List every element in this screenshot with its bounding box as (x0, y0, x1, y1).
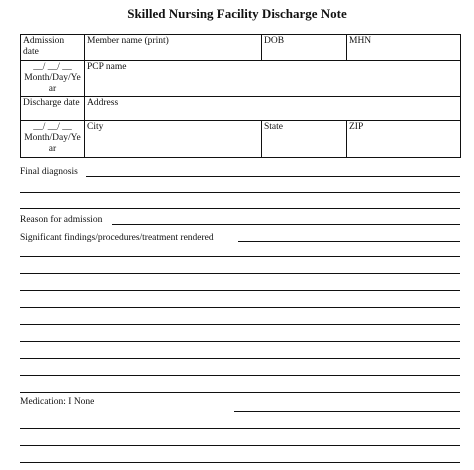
medication-line[interactable] (20, 462, 460, 463)
pcp-name-field[interactable]: PCP name (85, 61, 461, 97)
dob-field[interactable]: DOB (262, 35, 347, 61)
patient-info-table (20, 34, 461, 158)
findings-line[interactable] (20, 290, 460, 291)
discharge-date-label: Discharge date (21, 97, 85, 121)
admission-date-label: Admission date (21, 35, 85, 61)
final-diagnosis-line[interactable] (20, 208, 460, 209)
findings-line[interactable] (20, 375, 460, 376)
final-diagnosis-label: Final diagnosis (20, 167, 78, 177)
zip-field[interactable]: ZIP (347, 121, 461, 158)
city-field[interactable]: City (85, 121, 262, 158)
mhn-field[interactable]: MHN (347, 35, 461, 61)
findings-line[interactable] (20, 392, 460, 393)
medication-label: Medication: I None (20, 397, 95, 407)
significant-findings-label: Significant findings/procedures/treatment rendered (20, 233, 214, 243)
medication-line[interactable] (234, 411, 460, 412)
reason-for-admission-line[interactable] (112, 224, 460, 225)
discharge-date-field[interactable]: __/ __/ __ Month/Day/Ye ar (21, 121, 85, 158)
medication-line[interactable] (20, 445, 460, 446)
reason-for-admission-label: Reason for admission (20, 215, 103, 225)
member-name-field[interactable]: Member name (print) (85, 35, 262, 61)
final-diagnosis-line[interactable] (86, 176, 460, 177)
significant-findings-line[interactable] (238, 241, 460, 242)
medication-line[interactable] (20, 428, 460, 429)
findings-line[interactable] (20, 273, 460, 274)
findings-line[interactable] (20, 307, 460, 308)
final-diagnosis-line[interactable] (20, 192, 460, 193)
findings-line[interactable] (20, 324, 460, 325)
admission-date-field[interactable]: __/ __/ __ Month/Day/Ye ar (21, 61, 85, 97)
address-field[interactable]: Address (85, 97, 461, 121)
page-title: Skilled Nursing Facility Discharge Note (127, 6, 347, 21)
findings-line[interactable] (20, 341, 460, 342)
findings-line[interactable] (20, 256, 460, 257)
findings-line[interactable] (20, 358, 460, 359)
state-field[interactable]: State (262, 121, 347, 158)
